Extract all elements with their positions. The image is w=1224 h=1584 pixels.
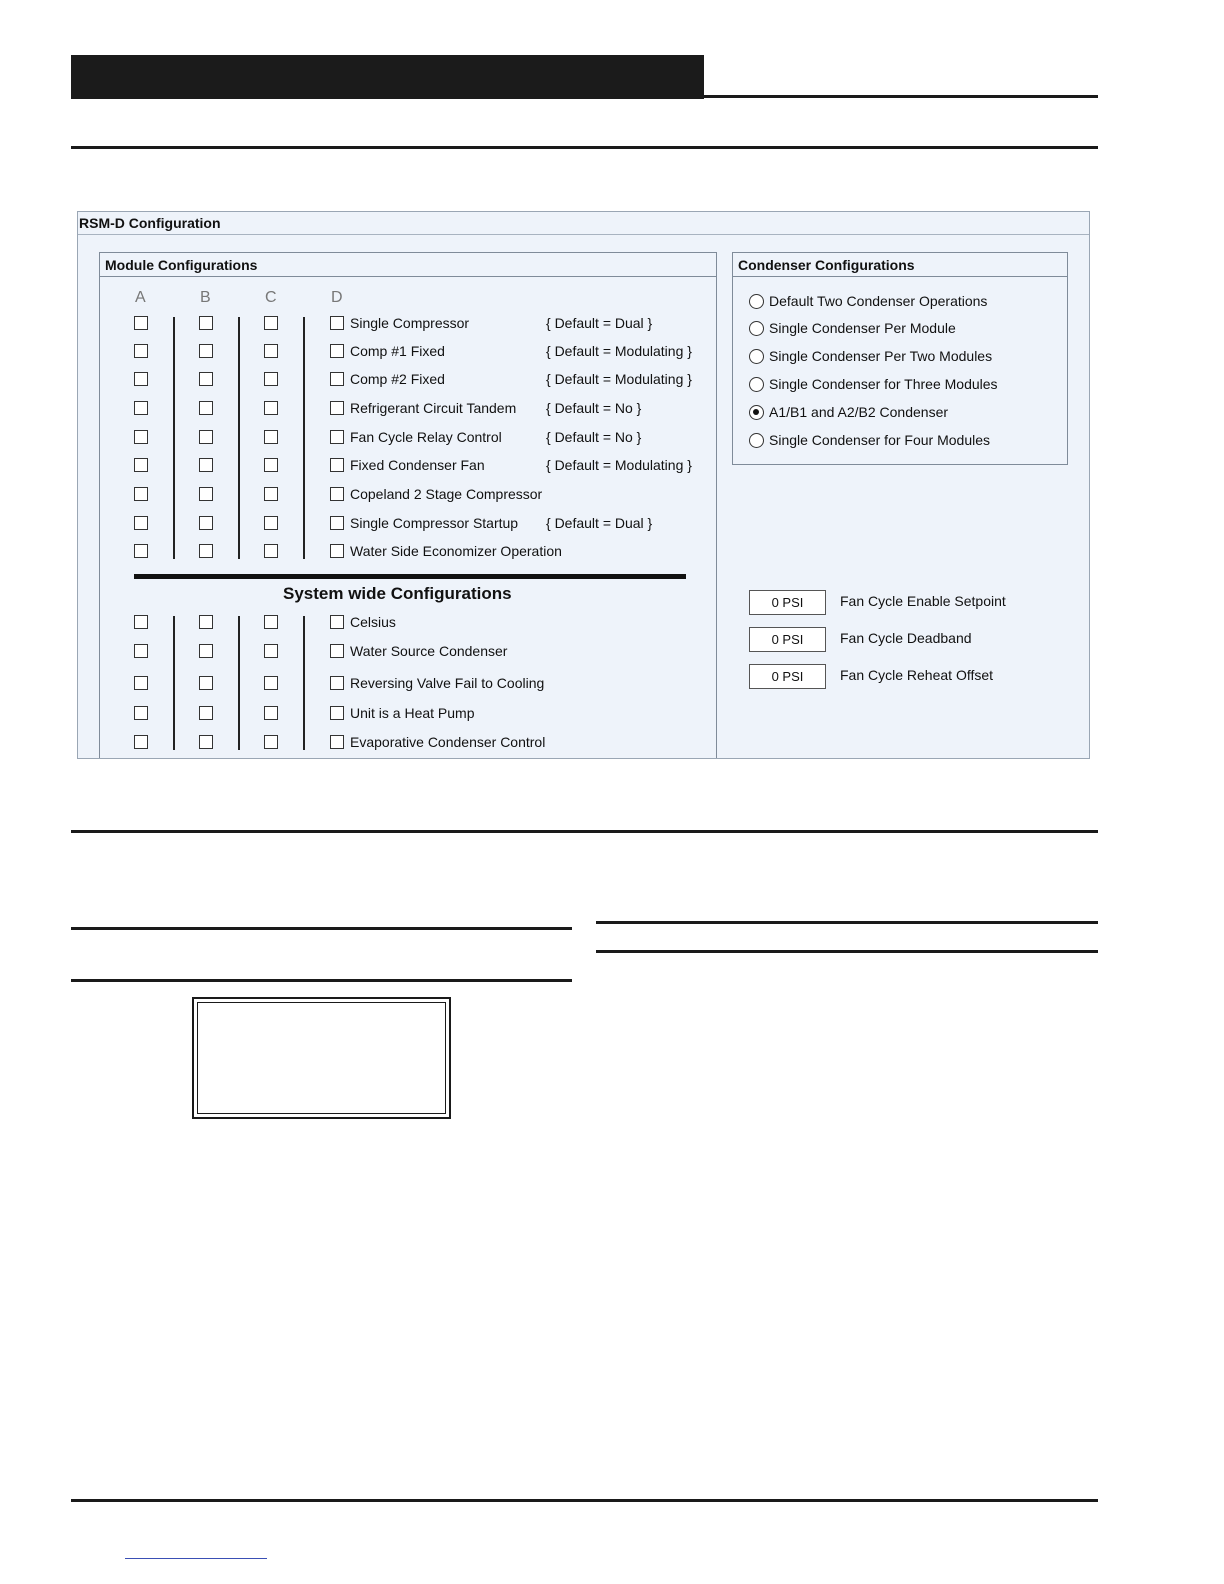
system-row-checkbox-c[interactable] (264, 706, 278, 720)
system-row-checkbox-c[interactable] (264, 644, 278, 658)
left-column-rule-2 (71, 979, 572, 982)
fan-cycle-input[interactable]: 0 PSI (749, 627, 826, 652)
module-row-checkbox-c[interactable] (264, 516, 278, 530)
module-row-checkbox-a[interactable] (134, 316, 148, 330)
module-row-checkbox-b[interactable] (199, 458, 213, 472)
rsm-d-configuration-window (77, 211, 1090, 759)
system-row-label: Evaporative Condenser Control (350, 734, 546, 750)
fan-cycle-label: Fan Cycle Enable Setpoint (840, 593, 1006, 609)
column-header-d: D (331, 289, 343, 306)
module-row-label: Comp #1 Fixed (350, 343, 445, 359)
module-row-checkbox-b[interactable] (199, 316, 213, 330)
system-row-label: Water Source Condenser (350, 643, 508, 659)
module-row-checkbox-d[interactable] (330, 401, 344, 415)
condenser-option-label: Default Two Condenser Operations (769, 293, 988, 309)
system-row-label: Reversing Valve Fail to Cooling (350, 675, 545, 691)
module-row-checkbox-b[interactable] (199, 516, 213, 530)
condenser-configurations-title: Condenser Configurations (733, 253, 1067, 277)
module-row-default-note: { Default = Modulating } (546, 457, 692, 473)
system-row-checkbox-a[interactable] (134, 706, 148, 720)
section-rule-mid (71, 830, 1098, 833)
module-row-checkbox-a[interactable] (134, 430, 148, 444)
module-row-default-note: { Default = Modulating } (546, 343, 692, 359)
system-row-checkbox-d[interactable] (330, 615, 344, 629)
system-row-checkbox-b[interactable] (199, 676, 213, 690)
condenser-radio[interactable] (749, 294, 764, 309)
module-row-default-note: { Default = No } (546, 429, 642, 445)
module-configurations-title: Module Configurations (100, 253, 716, 277)
fan-cycle-input[interactable]: 0 PSI (749, 590, 826, 615)
module-row-checkbox-d[interactable] (330, 430, 344, 444)
system-row-checkbox-c[interactable] (264, 735, 278, 749)
module-row-label: Fixed Condenser Fan (350, 457, 485, 473)
section-rule-top (71, 146, 1098, 149)
module-row-column-divider (303, 317, 305, 559)
module-row-checkbox-d[interactable] (330, 316, 344, 330)
module-row-checkbox-c[interactable] (264, 487, 278, 501)
column-header-a: A (135, 289, 146, 306)
system-row-checkbox-c[interactable] (264, 676, 278, 690)
column-header-c: C (265, 289, 277, 306)
module-row-label: Fan Cycle Relay Control (350, 429, 502, 445)
module-row-checkbox-a[interactable] (134, 544, 148, 558)
module-row-label: Single Compressor (350, 315, 470, 331)
system-row-checkbox-d[interactable] (330, 735, 344, 749)
condenser-radio[interactable] (749, 349, 764, 364)
display-box (192, 997, 451, 1119)
module-row-checkbox-d[interactable] (330, 344, 344, 358)
system-row-checkbox-b[interactable] (199, 735, 213, 749)
right-column-rule-2 (596, 950, 1098, 953)
condenser-option-label: Single Condenser Per Two Modules (769, 348, 993, 364)
system-separator-bar (134, 574, 686, 579)
module-row-checkbox-b[interactable] (199, 344, 213, 358)
module-row-label: Refrigerant Circuit Tandem (350, 400, 517, 416)
module-row-column-divider (173, 317, 175, 559)
system-row-checkbox-d[interactable] (330, 706, 344, 720)
system-row-checkbox-a[interactable] (134, 644, 148, 658)
condenser-option-label: Single Condenser for Four Modules (769, 432, 991, 448)
module-row-checkbox-a[interactable] (134, 372, 148, 386)
module-row-checkbox-c[interactable] (264, 401, 278, 415)
fan-cycle-label: Fan Cycle Deadband (840, 630, 972, 646)
column-header-b: B (200, 289, 211, 306)
system-row-checkbox-d[interactable] (330, 676, 344, 690)
module-row-checkbox-b[interactable] (199, 544, 213, 558)
module-row-checkbox-c[interactable] (264, 344, 278, 358)
system-row-checkbox-b[interactable] (199, 644, 213, 658)
window-title: RSM-D Configuration (78, 212, 1089, 235)
footer-rule (71, 1499, 1098, 1502)
system-row-checkbox-a[interactable] (134, 676, 148, 690)
module-row-checkbox-c[interactable] (264, 458, 278, 472)
fan-cycle-label: Fan Cycle Reheat Offset (840, 667, 994, 683)
module-row-column-divider (238, 317, 240, 559)
module-row-checkbox-d[interactable] (330, 516, 344, 530)
module-row-checkbox-c[interactable] (264, 316, 278, 330)
header-rule (704, 95, 1098, 98)
system-row-checkbox-c[interactable] (264, 615, 278, 629)
header-bar (71, 55, 704, 99)
module-row-checkbox-d[interactable] (330, 372, 344, 386)
module-row-checkbox-b[interactable] (199, 487, 213, 501)
condenser-option-label: A1/B1 and A2/B2 Condenser (769, 404, 949, 420)
module-row-label: Single Compressor Startup (350, 515, 519, 531)
system-row-column-divider (303, 616, 305, 750)
system-row-column-divider (238, 616, 240, 750)
condenser-option-label: Single Condenser for Three Modules (769, 376, 998, 392)
condenser-radio-selected[interactable] (749, 405, 764, 420)
module-row-checkbox-c[interactable] (264, 430, 278, 444)
system-row-checkbox-d[interactable] (330, 644, 344, 658)
system-row-label: Unit is a Heat Pump (350, 705, 475, 721)
module-row-label: Comp #2 Fixed (350, 371, 445, 387)
module-row-checkbox-c[interactable] (264, 544, 278, 558)
condenser-radio[interactable] (749, 433, 764, 448)
condenser-option-label: Single Condenser Per Module (769, 320, 956, 336)
display-box-inner (197, 1002, 446, 1114)
module-row-checkbox-a[interactable] (134, 401, 148, 415)
system-row-column-divider (173, 616, 175, 750)
module-row-default-note: { Default = Dual } (546, 515, 653, 531)
condenser-radio[interactable] (749, 321, 764, 336)
system-row-checkbox-a[interactable] (134, 735, 148, 749)
module-row-checkbox-b[interactable] (199, 430, 213, 444)
module-row-checkbox-d[interactable] (330, 487, 344, 501)
condenser-radio[interactable] (749, 377, 764, 392)
module-row-checkbox-a[interactable] (134, 458, 148, 472)
module-row-default-note: { Default = No } (546, 400, 642, 416)
module-row-checkbox-c[interactable] (264, 372, 278, 386)
fan-cycle-input[interactable]: 0 PSI (749, 664, 826, 689)
module-row-label: Copeland 2 Stage Compressor (350, 486, 543, 502)
module-row-checkbox-b[interactable] (199, 401, 213, 415)
module-row-checkbox-d[interactable] (330, 458, 344, 472)
module-row-checkbox-a[interactable] (134, 487, 148, 501)
module-row-label: Water Side Economizer Operation (350, 543, 562, 559)
system-row-checkbox-b[interactable] (199, 706, 213, 720)
module-row-default-note: { Default = Dual } (546, 315, 653, 331)
module-row-checkbox-a[interactable] (134, 516, 148, 530)
right-column-rule-1 (596, 921, 1098, 924)
system-row-label: Celsius (350, 614, 396, 630)
module-row-checkbox-b[interactable] (199, 372, 213, 386)
module-row-checkbox-d[interactable] (330, 544, 344, 558)
system-wide-configurations-title: System wide Configurations (283, 584, 512, 603)
footer-link-underline (125, 1558, 267, 1559)
module-row-default-note: { Default = Modulating } (546, 371, 692, 387)
left-column-rule-1 (71, 927, 572, 930)
system-row-checkbox-b[interactable] (199, 615, 213, 629)
system-row-checkbox-a[interactable] (134, 615, 148, 629)
module-row-checkbox-a[interactable] (134, 344, 148, 358)
